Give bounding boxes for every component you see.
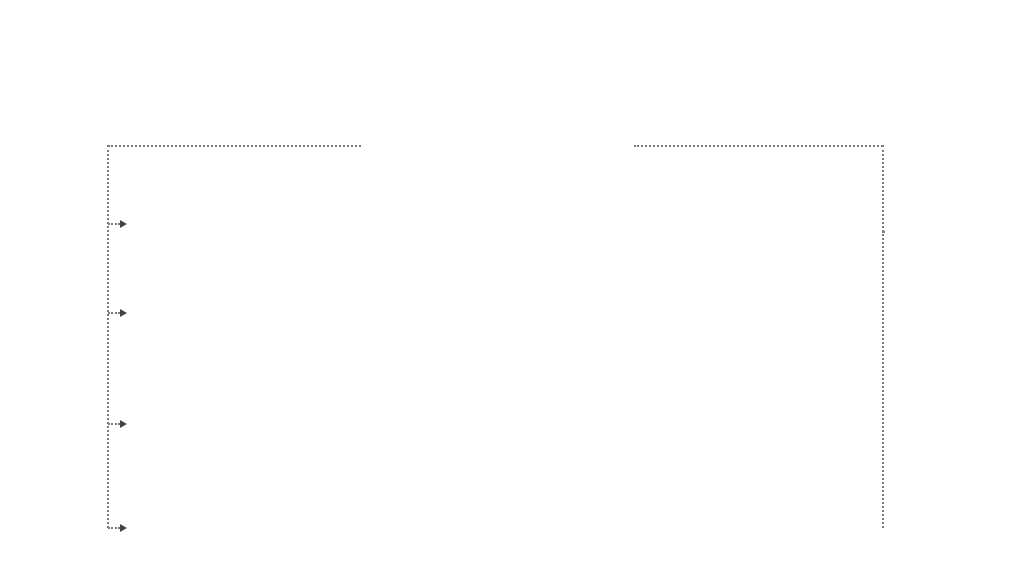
- connector-left-trunk: [107, 145, 109, 528]
- connector-left-4: [108, 527, 120, 529]
- connector-left-1: [108, 223, 120, 225]
- connector-left-2: [108, 312, 120, 314]
- connector-left-top: [108, 145, 361, 147]
- arrow-right-icon: [120, 420, 127, 428]
- arrow-right-icon: [120, 524, 127, 532]
- connector-right-trunk: [882, 145, 884, 528]
- arrow-right-icon: [120, 309, 127, 317]
- connector-right-1: [882, 231, 883, 233]
- arrow-right-icon: [120, 220, 127, 228]
- connector-left-3: [108, 423, 120, 425]
- connector-right-top: [634, 145, 883, 147]
